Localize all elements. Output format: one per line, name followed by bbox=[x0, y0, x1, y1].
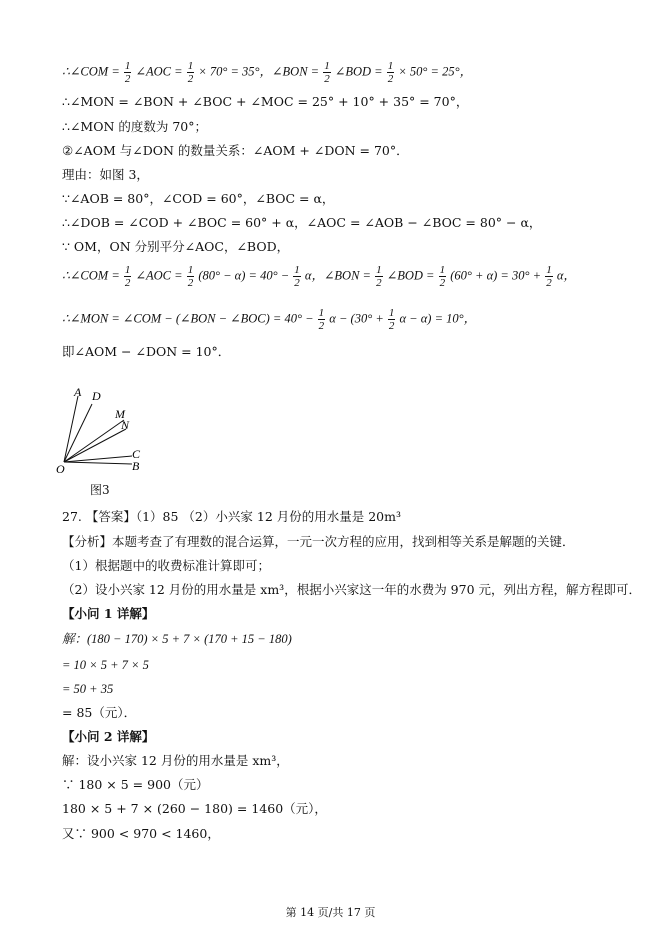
fraction-half: $\frac{1}{2}$ bbox=[187, 60, 194, 85]
ray-ob bbox=[64, 462, 132, 464]
line-relation: ②∠AOM 与∠DON 的数量关系：∠AOM + ∠DON = 70°． bbox=[62, 143, 409, 158]
label-o: O bbox=[56, 462, 65, 476]
solution-2-step-3: 180 × 5 + 7 × (260 − 180) = 1460（元）， bbox=[62, 801, 327, 816]
solution-2-step-2: ∵ 180 × 5 = 900（元） bbox=[62, 777, 209, 792]
analysis: 【分析】本题考查了有理数的混合运算，一元一次方程的应用，找到相等关系是解题的关键． bbox=[62, 534, 575, 549]
line-mon-final: ∴∠MON = ∠COM − (∠BON − ∠BOC) = 40° − $\frac{1}{2}$ α − (30° + $\frac{1}{2}$ α − α) = 10°， bbox=[62, 307, 477, 332]
page-footer: 第 14 页/共 17 页 bbox=[285, 906, 376, 919]
line-com-bon: ∴∠COM = $\frac{1}{2}$ ∠AOC = $\frac{1}{2}$ × 70° = 35°，∠BON = $\frac{1}{2}$ ∠BOD = $\frac{1}{2}$ × 50° = 25°， bbox=[62, 60, 473, 85]
fraction-half: $\frac{1}{2}$ bbox=[439, 264, 446, 289]
analysis-step-2: （2）设小兴家 12 月份的用水量是 xm³，根据小兴家这一年的水费为 970 元，列出方程，解方程即可． bbox=[62, 582, 641, 597]
line-reason: 理由：如图 3， bbox=[62, 167, 149, 182]
fraction-half: $\frac{1}{2}$ bbox=[324, 60, 330, 85]
solution-2-step-4: 又∵ 900 < 970 < 1460， bbox=[62, 826, 220, 841]
solution-1-step-1: 解：(180 − 170) × 5 + 7 × (170 + 15 − 180) bbox=[62, 632, 292, 646]
ray-od bbox=[64, 404, 92, 462]
sub-question-1-header: 【小问 1 详解】 bbox=[62, 606, 155, 621]
fraction-half: $\frac{1}{2}$ bbox=[546, 264, 552, 289]
sub-question-2-header: 【小问 2 详解】 bbox=[62, 729, 155, 744]
figure-3-diagram bbox=[52, 384, 162, 476]
fraction-half: $\frac{1}{2}$ bbox=[318, 307, 325, 332]
fraction-half: $\frac{1}{2}$ bbox=[387, 60, 394, 85]
line-conclusion: 即∠AOM − ∠DON = 10°． bbox=[62, 344, 231, 359]
line-dob-aoc: ∴∠DOB = ∠COD + ∠BOC = 60° + α，∠AOC = ∠AOB − ∠BOC = 80° − α， bbox=[62, 215, 542, 230]
label-b: B bbox=[132, 459, 140, 473]
line-bisect: ∵ OM，ON 分别平分∠AOC，∠BOD， bbox=[62, 239, 290, 254]
label-d: D bbox=[92, 389, 101, 403]
label-a: A bbox=[74, 385, 82, 399]
solution-1-step-4: = 85（元）． bbox=[62, 705, 137, 720]
fraction-half: $\frac{1}{2}$ bbox=[124, 264, 131, 289]
line-given: ∵∠AOB = 80°，∠COD = 60°，∠BOC = α， bbox=[62, 191, 335, 206]
solution-1-step-2: = 10 × 5 + 7 × 5 bbox=[62, 658, 149, 672]
ray-oa bbox=[64, 396, 78, 462]
fraction-half: $\frac{1}{2}$ bbox=[388, 307, 395, 332]
line-com-bon-alpha: ∴∠COM = $\frac{1}{2}$ ∠AOC = $\frac{1}{2}$ (80° − α) = 40° − $\frac{1}{2}$ α，∠BON = $\frac{1}{2}$ ∠BOD = $\frac{1}{2}$ (60° + α) = 30° + $\frac{1}{2}$ α， bbox=[62, 264, 576, 289]
label-m: M bbox=[115, 407, 125, 421]
solution-2-step-1: 解：设小兴家 12 月份的用水量是 xm³， bbox=[62, 753, 289, 768]
label-n: N bbox=[121, 418, 130, 432]
analysis-step-1: （1）根据题中的收费标准计算即可； bbox=[62, 558, 270, 573]
line-mon-result: ∴∠MON 的度数为 70°； bbox=[62, 119, 208, 134]
figure-caption: 图3 bbox=[90, 483, 110, 497]
line-mon-sum: ∴∠MON = ∠BON + ∠BOC + ∠MOC = 25° + 10° + 35° = 70°， bbox=[62, 94, 469, 109]
fraction-half: $\frac{1}{2}$ bbox=[294, 264, 300, 289]
solution-1-step-3: = 50 + 35 bbox=[62, 682, 114, 696]
fraction-half: $\frac{1}{2}$ bbox=[376, 264, 382, 289]
ray-om bbox=[64, 420, 124, 462]
fraction-half: $\frac{1}{2}$ bbox=[124, 60, 131, 85]
answer-27: 27. 【答案】（1）85 （2）小兴家 12 月份的用水量是 20m³ bbox=[62, 509, 401, 524]
fraction-half: $\frac{1}{2}$ bbox=[187, 264, 194, 289]
label-c: C bbox=[132, 447, 141, 461]
